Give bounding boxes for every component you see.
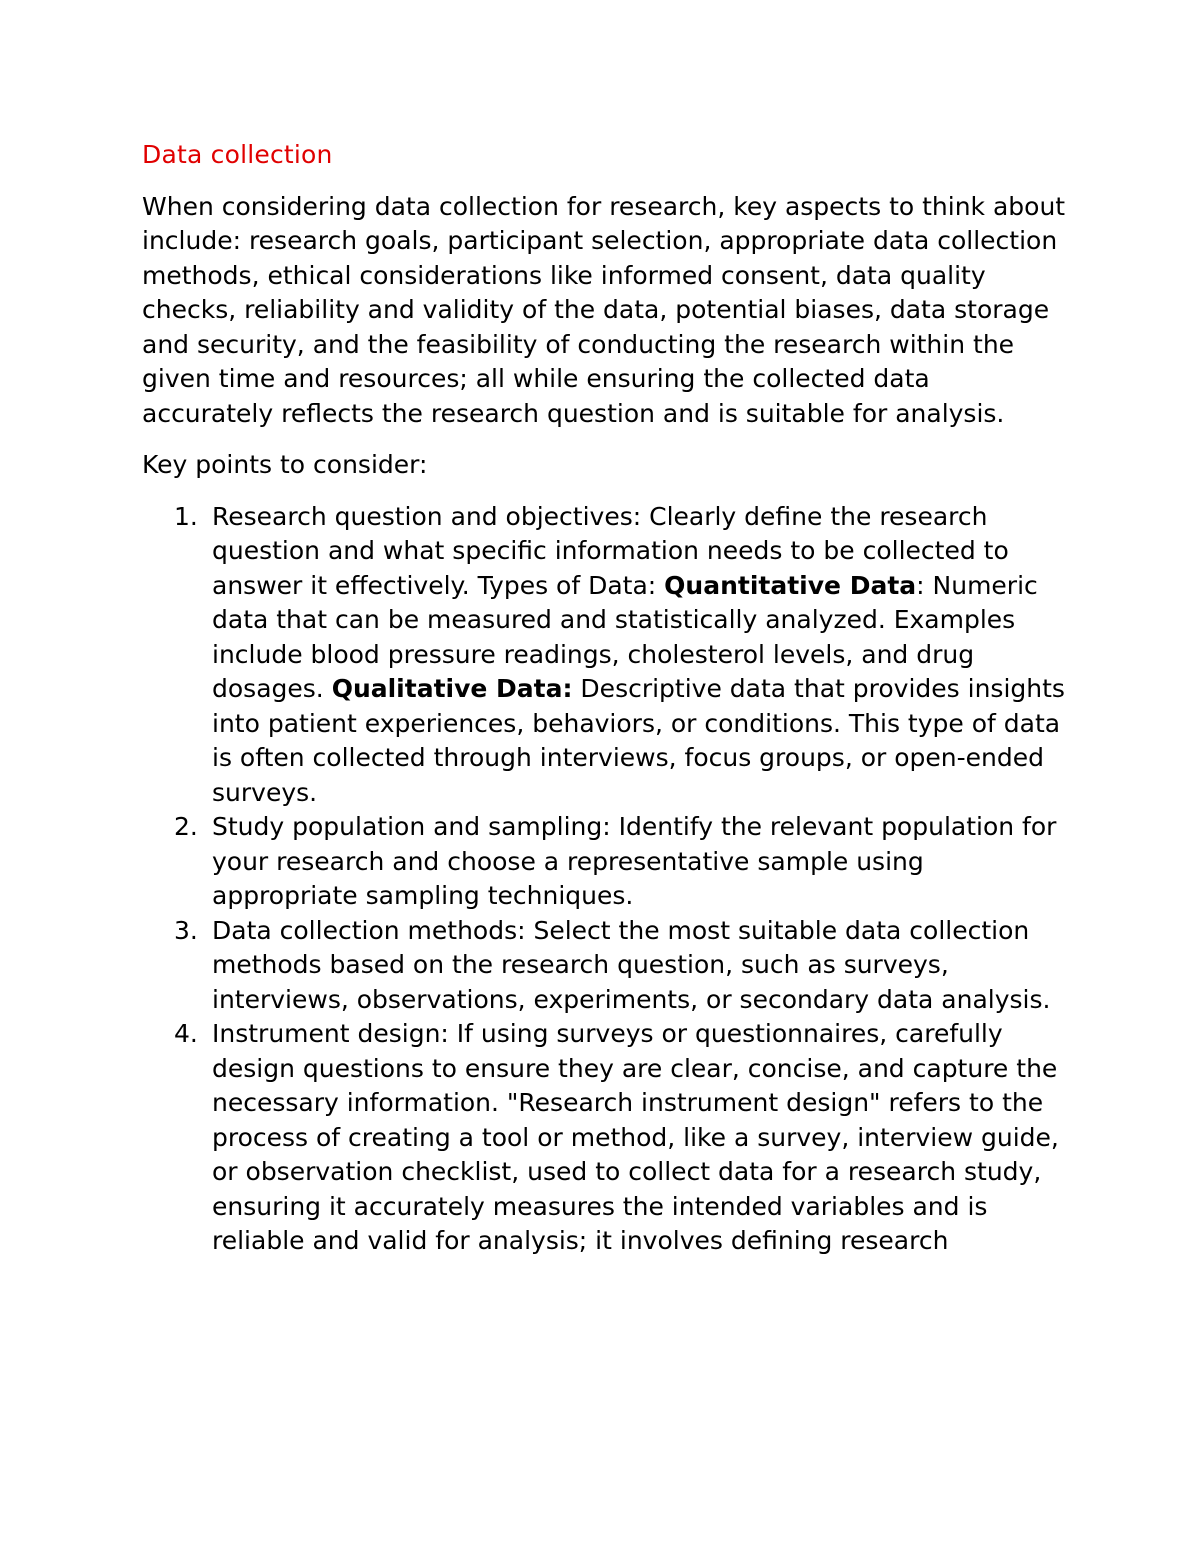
- list-item-number: 1.: [174, 501, 198, 531]
- list-item-text: : Numeric data that can be measured and statistically analyzed. Examples include blood pressure readings, cholesterol levels, and drug dosages.: [212, 570, 1038, 703]
- document-heading: Data collection: [142, 140, 333, 169]
- list-item-text: Descriptive data that provides insights into patient experiences, behaviors, or conditions. This type of data is often collected through interviews, focus groups, or open-ended surveys.: [212, 674, 1065, 807]
- list-item-text: Study population and sampling: Identify the relevant population for your research and choose a representative sample using appropriate sampling techniques.: [212, 812, 1057, 910]
- list-item-number: 4.: [174, 1019, 198, 1048]
- list-item: [142, 810, 1067, 914]
- list-item-text: Research question and objectives: Clearly define the research question and what specific information needs to be collected to answer it effectively. Types of Data:: [212, 501, 1009, 600]
- list-item-number: 2.: [174, 812, 198, 841]
- list-item: [142, 1017, 1067, 1259]
- list-item-text: Instrument design: If using surveys or questionnaires, carefully design questions to ensure they are clear, concise, and capture the necessary information. "Research instrument design" refers to the process of creating a tool or method, like a survey, interview guide, or observation checklist, used to collect data for a research study, ensuring it accurately measures the intended variables and is reliable and valid for analysis; it involves defining research: [212, 1019, 1059, 1255]
- list-item-text: Data collection methods: Select the most suitable data collection methods based on the research question, such as surveys, interviews, observations, experiments, or secondary data analysis.: [212, 915, 1051, 1014]
- document-page: [142, 138, 1067, 1259]
- bold-term-qualitative: Qualitative Data:: [331, 674, 573, 703]
- intro-paragraph: When considering data collection for research, key aspects to think about include: research goals, participant selection, appropriate data collection methods, ethical considerations like informed consent, data quality checks, reliability and validity of the data, potential biases, data storage and security, and the feasibility of conducting the research within the given time and resources; all while ensuring the collected data accurately reflects the research question and is suitable for analysis.: [142, 191, 1066, 428]
- bold-term-quantitative: Quantitative Data: [664, 570, 917, 600]
- list-item: [142, 914, 1067, 1018]
- list-item-number: 3.: [174, 915, 198, 945]
- key-points-label: Key points to consider:: [142, 450, 428, 479]
- key-points-list: [142, 500, 1067, 1259]
- list-item: [142, 500, 1067, 811]
